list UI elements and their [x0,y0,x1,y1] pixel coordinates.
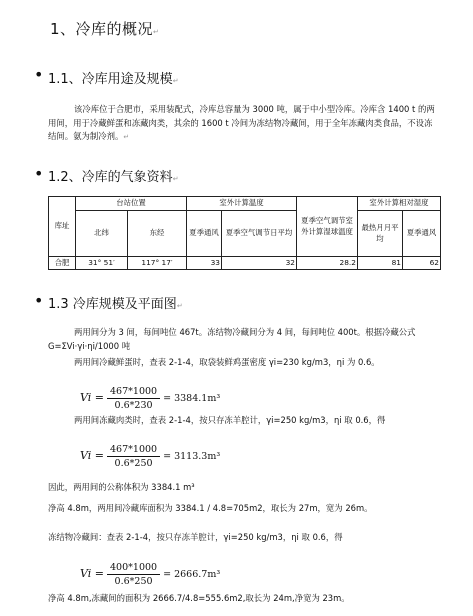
paragraph-frozen-room: 冻结物冷藏间：查表 2-1-4，按只存冻羊腔计，γi=250 kg/m3，ηi 取 0.6，得 [48,532,343,542]
formula-1: Vi = $\frac{467*1000}{0.6*230}$ = 3384.1m³ [80,386,221,411]
cell-longitude: 117° 17′ [128,257,187,270]
page-heading: 1、冷库的概况↵ [50,20,160,38]
paragraph-meat-density: 两用间冻藏肉类时，查表 2-1-4，按只存冻羊腔计，γi=250 kg/m3，ηi 取 0.6，得 [74,415,386,425]
section-1-2-title: 1.2、冷库的气象资料↵ [48,170,179,185]
table-row [49,257,441,270]
climate-table [48,196,441,270]
bullet-icon: • [34,65,44,84]
paragraph-rooms: 两用间分为 3 间，每间吨位 467t。冻结物冷藏间分为 4 间，每间吨位 400t。根据冷藏公式 G=ΣVi·γi·ηi/1000 吨 [48,327,416,351]
th-location: 台站位置 [76,197,187,211]
cell-summer-ac: 32 [222,257,297,270]
th-summer-vent-rh: 夏季通风 [403,211,441,257]
th-longitude: 东经 [128,211,187,257]
section-1-3-title: 1.3 冷库规模及平面图↵ [48,297,183,312]
th-outdoor-temp: 室外计算温度 [187,197,297,211]
cell-wetbulb: 28.2 [297,257,358,270]
cell-station: 合肥 [49,257,76,270]
formula-2: Vi = $\frac{467*1000}{0.6*250}$ = 3113.3m³ [80,444,221,469]
paragraph-egg-density: 两用间冷藏鲜蛋时，查表 2-1-4，取袋装鲜鸡蛋密度 γi=230 kg/m3，ηi 为 0.6。 [74,357,380,367]
section-1-1-title: 1.1、冷库用途及规模↵ [48,72,179,87]
th-rh: 室外计算相对湿度 [358,197,441,211]
formula-3: Vi = $\frac{400*1000}{0.6*250}$ = 2666.7m³ [80,562,221,587]
cell-latitude: 31° 51′ [76,257,128,270]
paragraph-frozen-area: 净高 4.8m,冻藏间的面积为 2666.7/4.8=555.6m2,取长为 24m,净宽为 23m。 [48,593,350,603]
th-wetbulb: 夏季空气调节室外计算湿球温度 [297,197,358,257]
th-station: 库址 [49,197,76,257]
th-summer-ac: 夏季空气调节日平均 [222,211,297,257]
bullet-icon: • [34,291,44,310]
paragraph-dual-room-area: 净高 4.8m，两用间冷藏库面积为 3384.1 / 4.8=705m2，取长为 27m，宽为 26m。 [48,503,373,513]
th-summer-vent: 夏季通风 [187,211,222,257]
th-hottest-month: 最热月月平均 [358,211,403,257]
section-1-1-paragraph: 该冷库位于合肥市，采用装配式，冷库总容量为 3000 吨，属于中小型冷库。冷库含 1400 t 的两用间，用于冷藏鲜蛋和冻藏肉类，其余的 1600 t 冷间为冻结物冷藏间，用于全年冻藏肉类食品，不设冻结间。氨为制冷剂。↵ [48,104,435,141]
cell-vent-rh: 62 [403,257,441,270]
cell-hottest: 81 [358,257,403,270]
cell-summer-vent: 33 [187,257,222,270]
bullet-icon: • [34,164,44,183]
th-latitude: 北纬 [76,211,128,257]
paragraph-nominal-volume: 因此，两用间的公称体积为 3384.1 m³ [48,482,195,492]
